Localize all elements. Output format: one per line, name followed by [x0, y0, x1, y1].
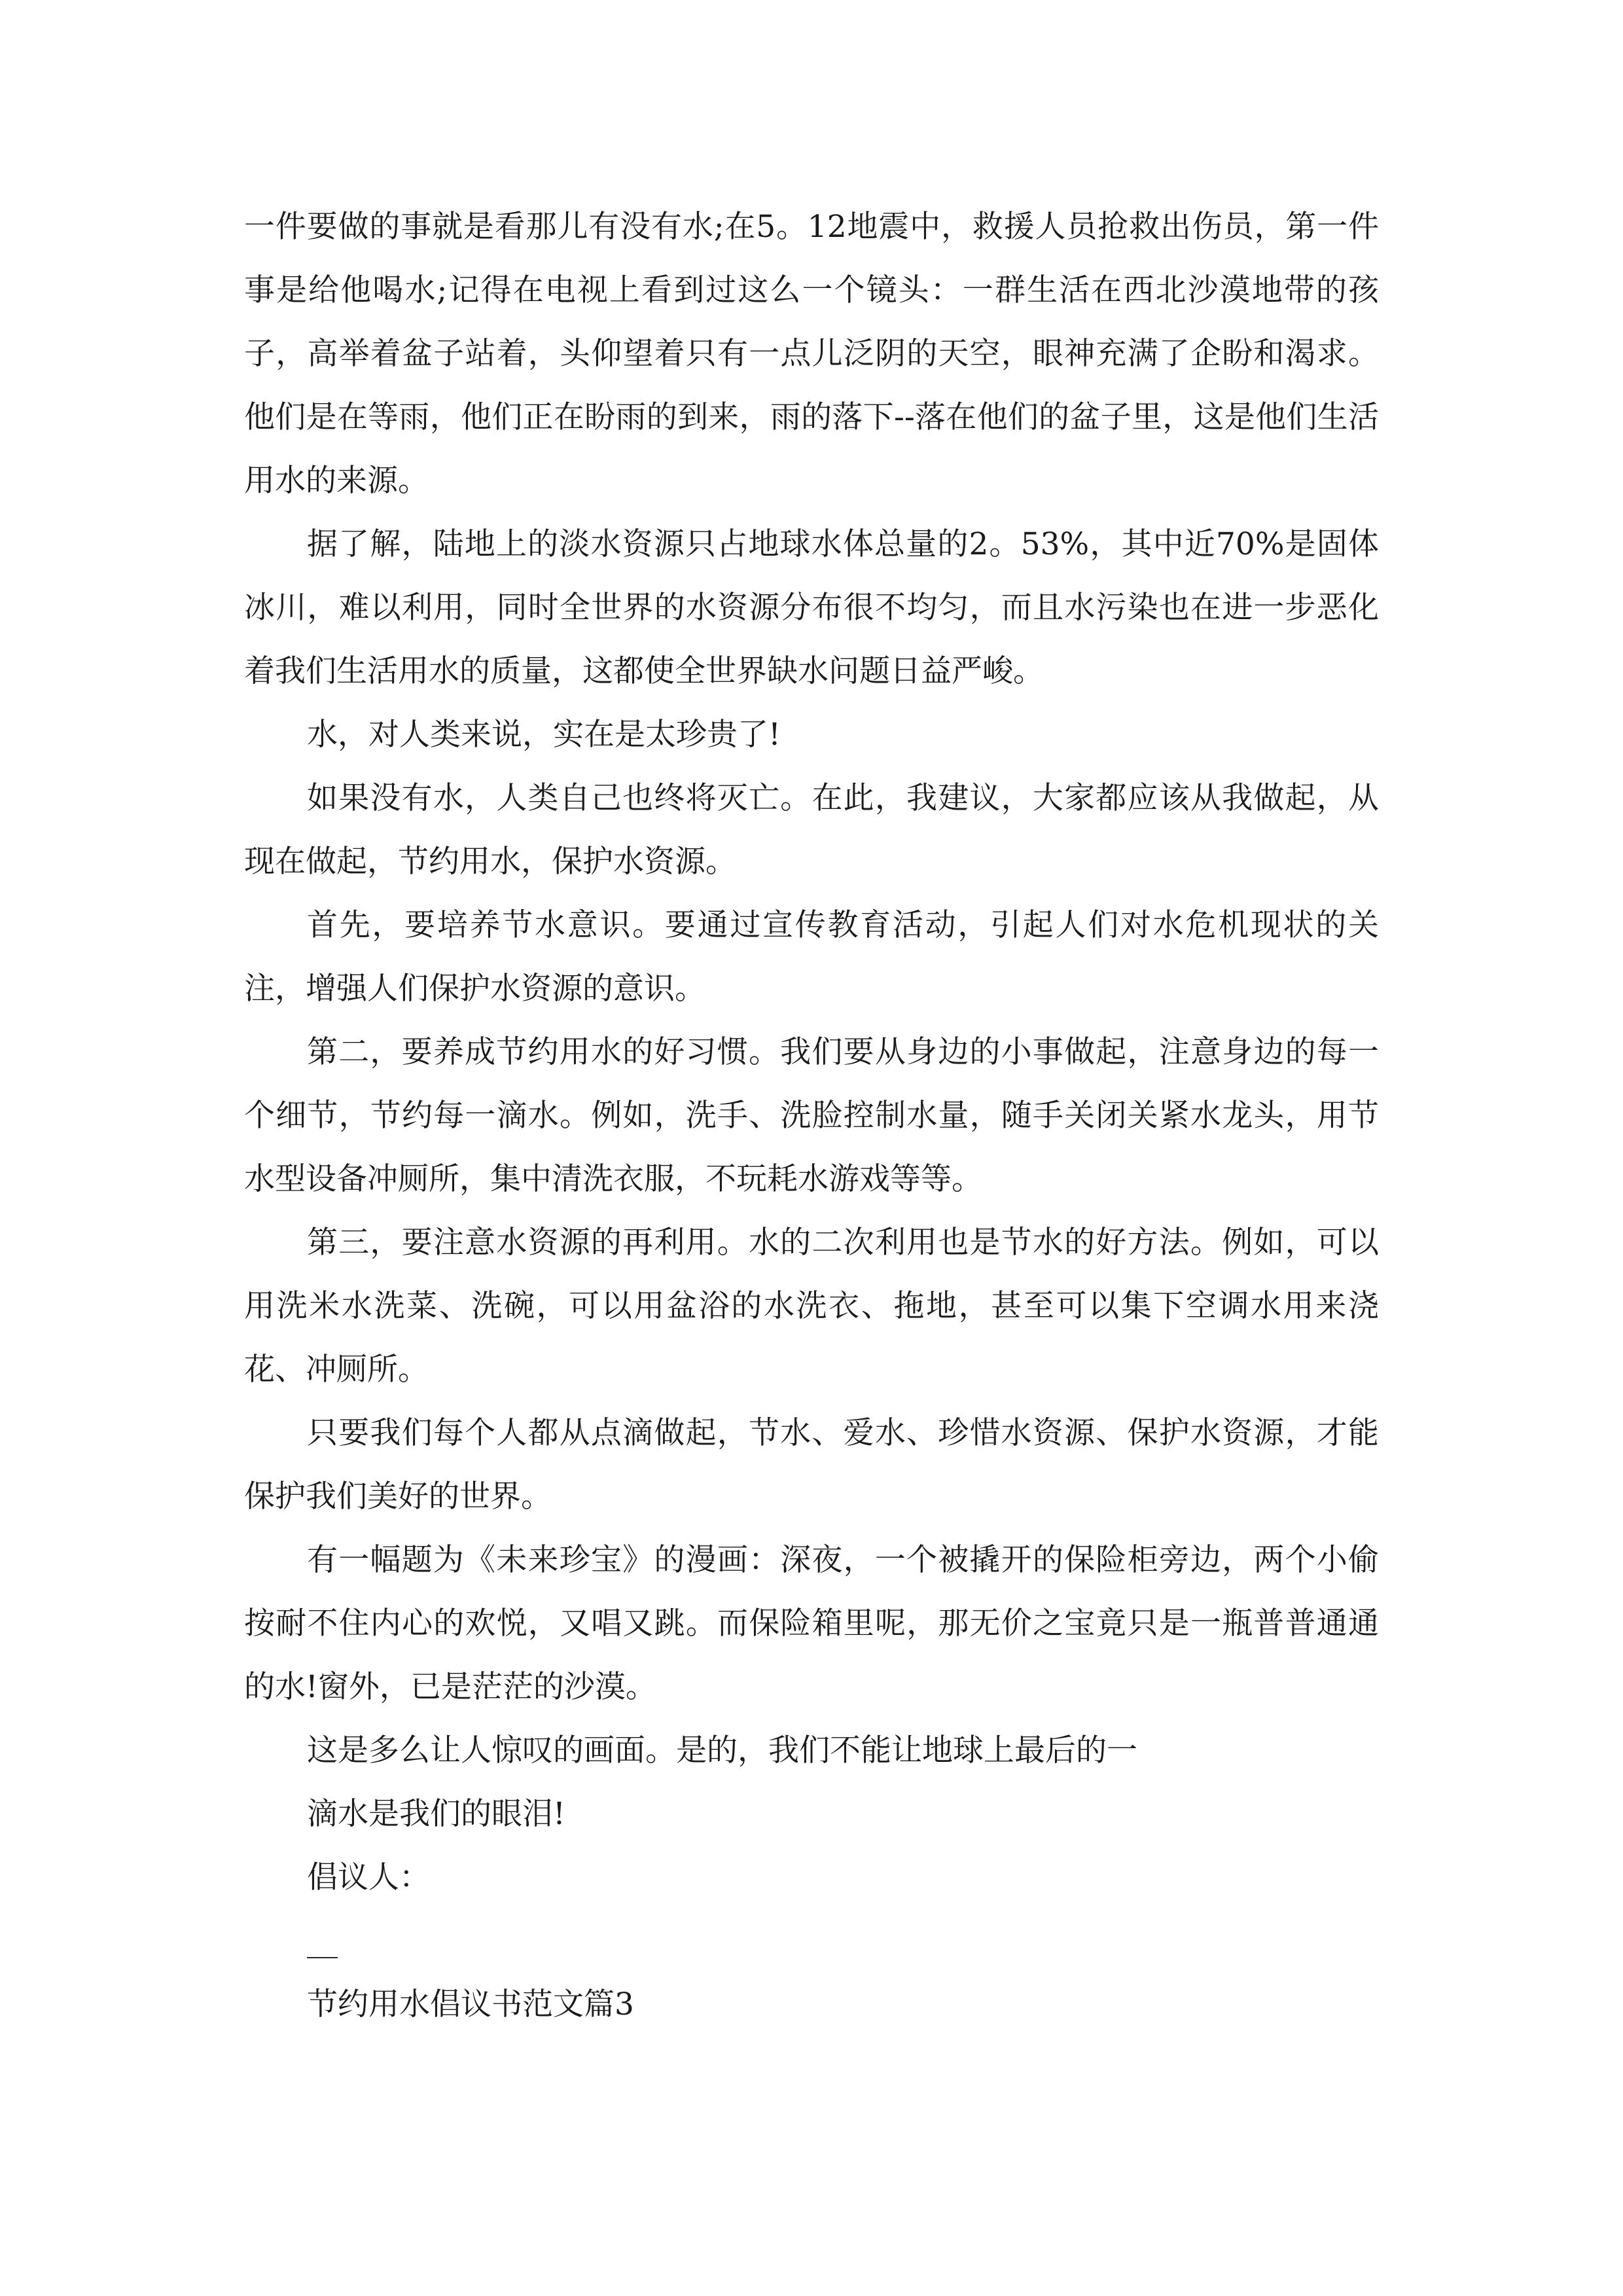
paragraph-6: 第二，要养成节约用水的好习惯。我们要从身边的小事做起，注意身边的每一个细节，节约每一滴水。例如，洗手、洗脸控制水量，随手关闭关紧水龙头，用节水型设备冲厕所，集中清洗衣服，不玩耗水游戏等等。 — [244, 1034, 1379, 1197]
next-section-title: 节约用水倡议书范文篇3 — [307, 1986, 634, 2022]
paragraph-3: 水，对人类来说，实在是太珍贵了! — [307, 717, 781, 753]
paragraph-1: 一件要做的事就是看那儿有没有水;在5。12地震中，救援人员抢救出伤员，第一件事是给他喝水;记得在电视上看到过这么一个镜头：一群生活在西北沙漠地带的孩子，高举着盆子站着，头仰望着只有一点儿泛阴的天空，眼神充满了企盼和渴求。他们是在等雨，他们正在盼雨的到来，雨的落下--落在他们的盆子里，这是他们生活用水的来源。 — [244, 209, 1379, 499]
signature-blank: __ — [307, 1923, 338, 1959]
document-body — [244, 195, 1379, 2036]
paragraph-9: 有一幅题为《未来珍宝》的漫画：深夜，一个被撬开的保险柜旁边，两个小偷按耐不住内心的欢悦，又唱又跳。而保险箱里呢，那无价之宝竟只是一瓶普普通通的水!窗外，已是茫茫的沙漠。 — [244, 1542, 1379, 1705]
short-line-1: 这是多么让人惊叹的画面。是的，我们不能让地球上最后的一 — [307, 1732, 1137, 1768]
paragraph-5: 首先，要培养节水意识。要通过宣传教育活动，引起人们对水危机现状的关注，增强人们保护水资源的意识。 — [244, 907, 1379, 1007]
proposer-label: 倡议人： — [307, 1859, 430, 1895]
paragraph-7: 第三，要注意水资源的再利用。水的二次利用也是节水的好方法。例如，可以用洗米水洗菜、洗碗，可以用盆浴的水洗衣、拖地，甚至可以集下空调水用来浇花、冲厕所。 — [244, 1225, 1379, 1388]
paragraph-2: 据了解，陆地上的淡水资源只占地球水体总量的2。53%，其中近70%是固体冰川，难以利用，同时全世界的水资源分布很不均匀，而且水污染也在进一步恶化着我们生活用水的质量，这都使全世界缺水问题日益严峻。 — [244, 526, 1379, 689]
short-line-2: 滴水是我们的眼泪! — [307, 1796, 565, 1832]
paragraph-4: 如果没有水，人类自己也终将灭亡。在此，我建议，大家都应该从我做起，从现在做起，节约用水，保护水资源。 — [244, 780, 1379, 880]
paragraph-8: 只要我们每个人都从点滴做起，节水、爱水、珍惜水资源、保护水资源，才能保护我们美好的世界。 — [244, 1415, 1379, 1515]
